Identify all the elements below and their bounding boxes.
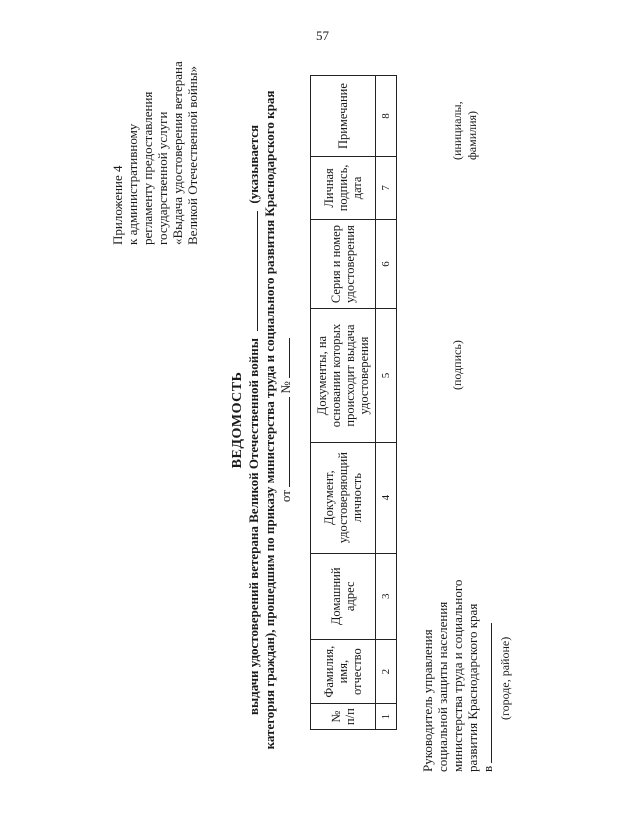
col-header: Документ, удостоверяющий личность (311, 442, 376, 553)
annex-line: «Выдача удостоверения ветерана (170, 61, 185, 245)
col-header: Серия и номер удостоверения (311, 219, 376, 309)
table-header-row (311, 76, 376, 730)
table-row (376, 76, 397, 730)
col-header: Личная подпись, дата (311, 157, 376, 220)
category-blank (257, 211, 258, 331)
order-ref-line (278, 50, 294, 790)
annex-line: Приложение 4 (110, 165, 125, 245)
signatory-line: министерства труда и социального (450, 579, 465, 772)
page-number: 57 (316, 28, 329, 43)
number-label: № (278, 381, 293, 394)
city-blank (491, 623, 492, 763)
signatory-line: развития Краснодарского края (465, 603, 480, 772)
col-number: 7 (376, 157, 397, 220)
signatory-line: социальной защиты населения (435, 601, 450, 772)
col-number: 4 (376, 442, 397, 553)
city-prefix: в (480, 765, 495, 772)
number-blank (289, 338, 290, 378)
col-header: Домашний адрес (311, 553, 376, 639)
annex-line: к административному (125, 123, 140, 245)
city-line (480, 580, 495, 772)
annex-line: регламенту предоставления (140, 91, 155, 245)
from-label: от (278, 490, 293, 503)
subtitle-line-1 (246, 50, 262, 790)
col-number: 2 (376, 639, 397, 703)
col-number: 8 (376, 76, 397, 157)
subtitle-text: выдачи удостоверений ветерана Великой Отечественной войны (246, 338, 261, 716)
name-hint: (инициалы, фамилия) (450, 101, 479, 160)
col-number: 3 (376, 553, 397, 639)
subtitle-note: (указывается (246, 125, 261, 204)
signatory-line: Руководитель управления (420, 629, 435, 772)
city-hint: (городе, районе) (498, 636, 512, 720)
annex-block (110, 61, 200, 245)
subtitle-line-2: категория граждан), прошедшим по приказу министерства труда и социального развития Краснодарского края (262, 90, 277, 750)
date-blank (289, 397, 290, 487)
col-number: 1 (376, 704, 397, 730)
rotated-document (20, 50, 580, 790)
col-header: № п/п (311, 704, 376, 730)
col-header: Документы, на основании которых происходит выдача удостоверения (311, 309, 376, 442)
signatory-title (420, 580, 495, 772)
annex-line: Великой Отечественной войны» (185, 66, 200, 245)
col-header: Примечание (311, 76, 376, 157)
register-table (310, 75, 397, 730)
col-number: 6 (376, 219, 397, 309)
annex-line: государственной услуги (155, 111, 170, 245)
document-title: ВЕДОМОСТЬ (230, 371, 245, 469)
col-number: 5 (376, 309, 397, 442)
signature-hint: (подпись) (450, 340, 464, 390)
col-header: Фамилия, имя, отчество (311, 639, 376, 703)
